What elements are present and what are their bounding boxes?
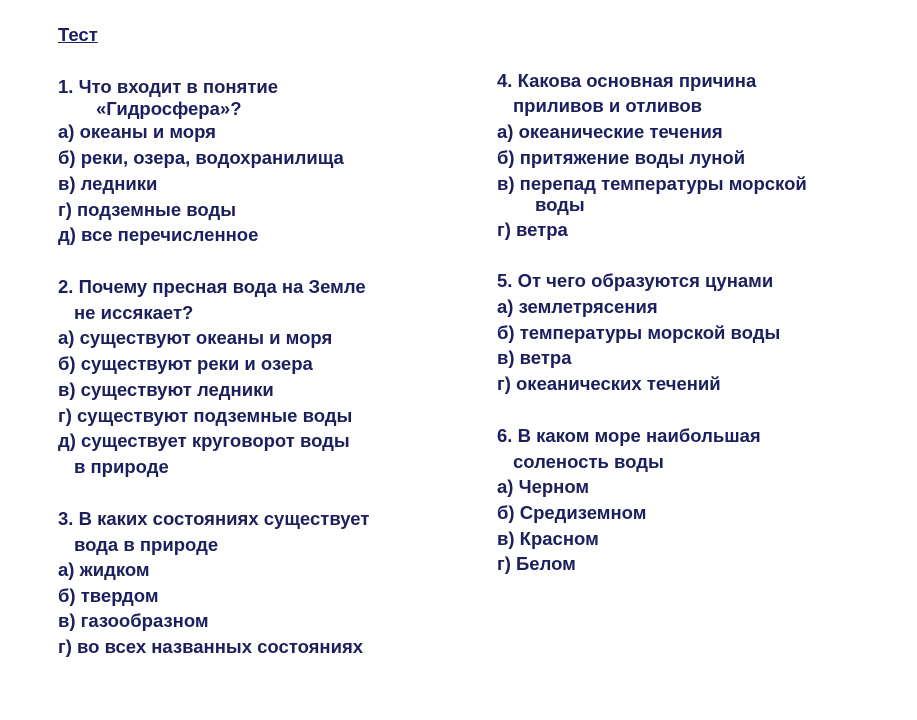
q2-option-c: в) существуют ледники	[58, 379, 274, 400]
q1-option-a: а) океаны и моря	[58, 121, 216, 142]
q1-option-b: б) реки, озера, водохранилища	[58, 147, 344, 168]
q6-question-cont: соленость воды	[513, 451, 664, 472]
q2-option-b: б) существуют реки и озера	[58, 353, 313, 374]
q5-option-b: б) температуры морской воды	[497, 322, 781, 343]
q1-question-cont: «Гидросфера»?	[96, 98, 242, 119]
q4-option-d: г) ветра	[497, 219, 568, 240]
q2-question-cont: не иссякает?	[74, 302, 194, 323]
q1-option-c: в) ледники	[58, 173, 158, 194]
q4-option-c: в) перепад температуры морской	[497, 173, 807, 194]
q3-option-d: г) во всех названных состояниях	[58, 636, 364, 657]
q1-question: 1. Что входит в понятие	[58, 76, 279, 97]
q3-option-a: а) жидком	[58, 559, 150, 580]
q6-option-b: б) Средиземном	[497, 502, 647, 523]
q5-question: 5. От чего образуются цунами	[497, 270, 774, 291]
q6-option-c: в) Красном	[497, 528, 599, 549]
q6-question: 6. В каком море наибольшая	[497, 425, 761, 446]
q1-option-d: г) подземные воды	[58, 199, 237, 220]
q3-option-c: в) газообразном	[58, 610, 209, 631]
page-title: Тест	[58, 24, 98, 45]
q3-option-b: б) твердом	[58, 585, 159, 606]
q5-option-c: в) ветра	[497, 347, 572, 368]
q1-option-e: д) все перечисленное	[58, 224, 259, 245]
q4-option-a: а) океанические течения	[497, 121, 723, 142]
q5-option-d: г) океанических течений	[497, 373, 721, 394]
q3-question: 3. В каких состояниях существует	[58, 508, 370, 529]
q4-option-b: б) притяжение воды луной	[497, 147, 746, 168]
q2-option-e-cont: в природе	[74, 456, 169, 477]
q2-question: 2. Почему пресная вода на Земле	[58, 276, 366, 297]
q4-question: 4. Какова основная причина	[497, 70, 757, 91]
q4-option-c-cont: воды	[535, 194, 585, 215]
q5-option-a: а) землетрясения	[497, 296, 658, 317]
q6-option-d: г) Белом	[497, 553, 576, 574]
q6-option-a: а) Черном	[497, 476, 590, 497]
q2-option-e: д) существует круговорот воды	[58, 430, 350, 451]
q2-option-d: г) существуют подземные воды	[58, 405, 353, 426]
q3-question-cont: вода в природе	[74, 534, 219, 555]
q2-option-a: а) существуют океаны и моря	[58, 327, 333, 348]
q4-question-cont: приливов и отливов	[513, 95, 703, 116]
